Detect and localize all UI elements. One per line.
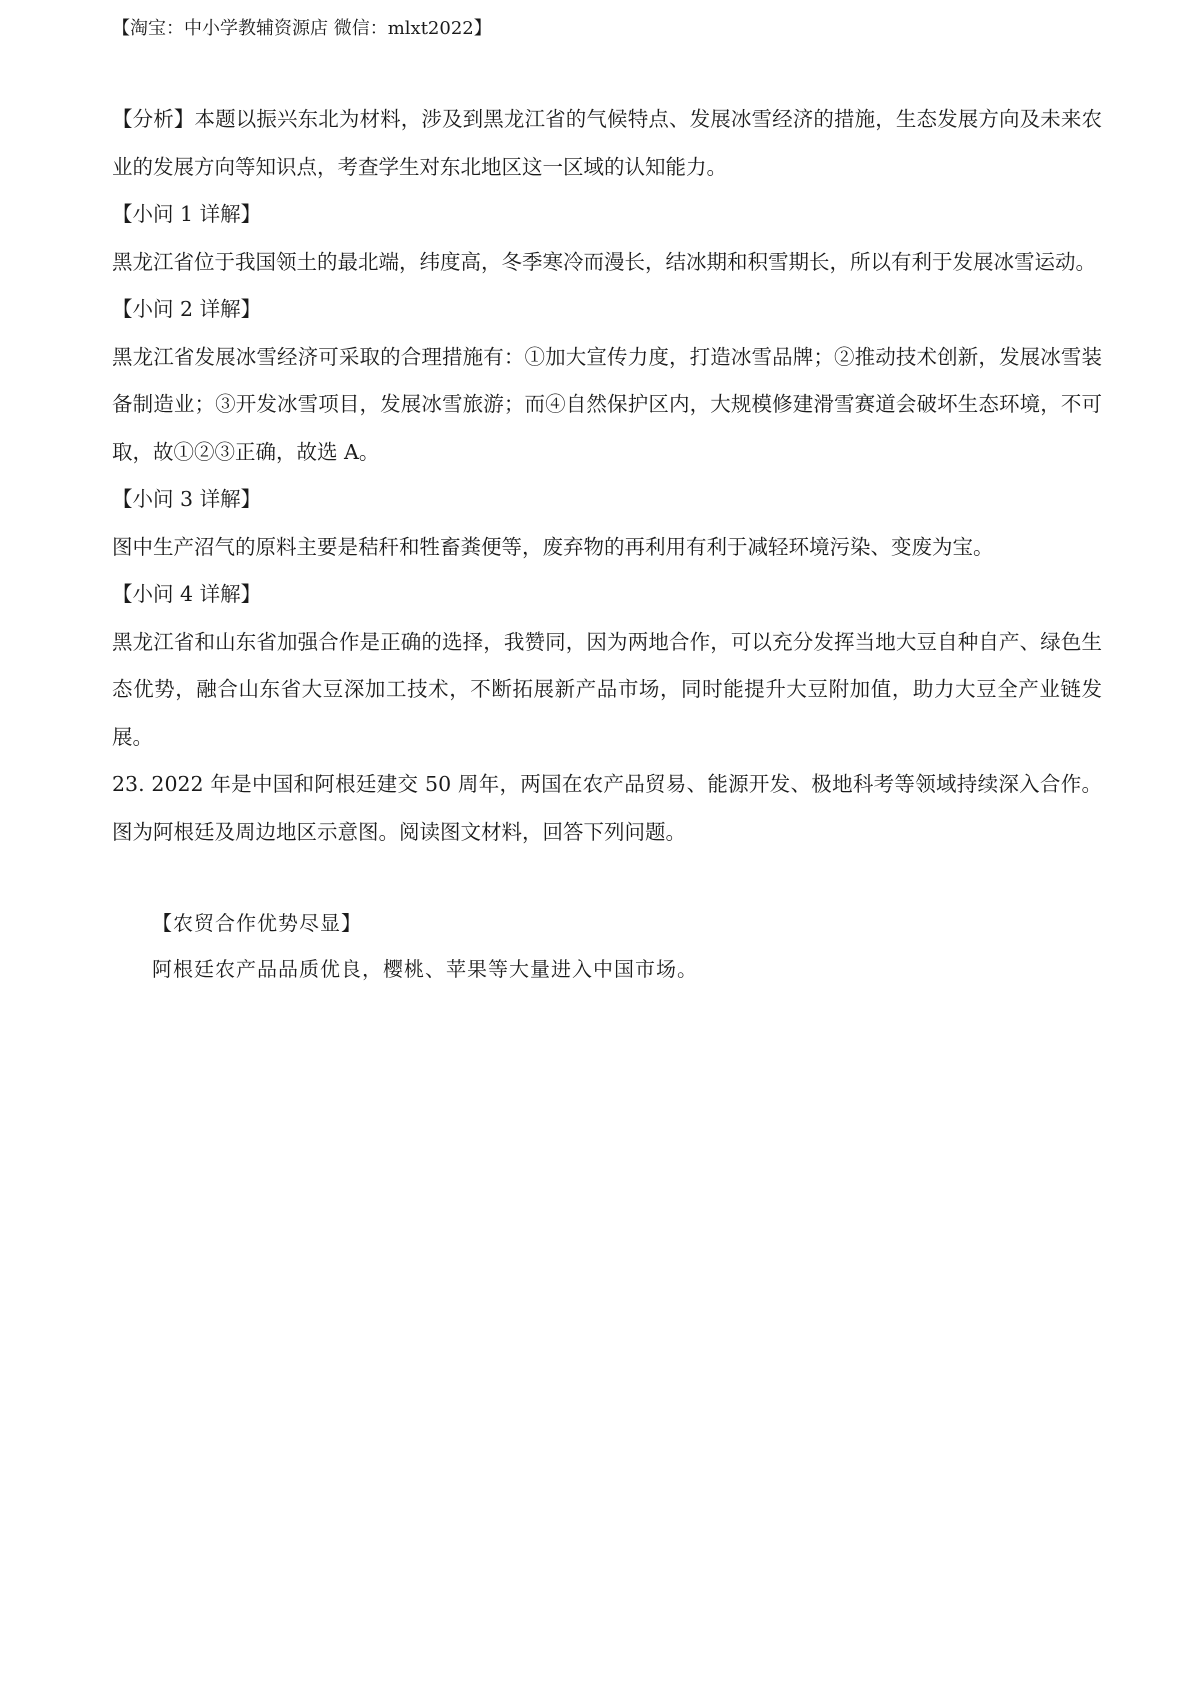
q2-answer: 黑龙江省发展冰雪经济可采取的合理措施有：①加大宣传力度，打造冰雪品牌；②推动技术创新，发展冰雪装备制造业；③开发冰雪项目，发展冰雪旅游；而④自然保护区内，大规模修建滑雪赛道会破坏生态环境，不可取，故①②③正确，故选 A。 <box>112 344 1102 464</box>
q1-answer: 黑龙江省位于我国领土的最北端，纬度高，冬季寒冷而漫长，结冰期和积雪期长，所以有利于发展冰雪运动。 <box>112 249 1096 274</box>
header-watermark: 【淘宝：中小学教辅资源店 微信：mlxt2022】 <box>112 18 492 39</box>
analysis-paragraph: 【分析】本题以振兴东北为材料，涉及到黑龙江省的气候特点、发展冰雪经济的措施，生态发展方向及未来农业的发展方向等知识点，考查学生对东北地区这一区域的认知能力。 <box>112 107 1102 179</box>
document-body <box>112 96 1102 856</box>
q2-heading: 【小问 2 详解】 <box>112 297 262 321</box>
material-heading: 【农贸合作优势尽显】 <box>152 911 362 935</box>
q3-heading: 【小问 3 详解】 <box>112 487 262 511</box>
q1-heading: 【小问 1 详解】 <box>112 202 262 226</box>
question-23: 23. 2022 年是中国和阿根廷建交 50 周年，两国在农产品贸易、能源开发、极地科考等领域持续深入合作。图为阿根廷及周边地区示意图。阅读图文材料，回答下列问题。 <box>112 772 1102 844</box>
material-text: 阿根廷农产品品质优良，樱桃、苹果等大量进入中国市场。 <box>152 957 698 981</box>
q3-answer: 图中生产沼气的原料主要是秸秆和牲畜粪便等，废弃物的再利用有利于减轻环境污染、变废为宝。 <box>112 534 994 559</box>
q4-heading: 【小问 4 详解】 <box>112 582 262 606</box>
q4-answer: 黑龙江省和山东省加强合作是正确的选择，我赞同，因为两地合作，可以充分发挥当地大豆自种自产、绿色生态优势，融合山东省大豆深加工技术，不断拓展新产品市场，同时能提升大豆附加值，助力大豆全产业链发展。 <box>112 629 1102 749</box>
material-box <box>152 900 1052 992</box>
